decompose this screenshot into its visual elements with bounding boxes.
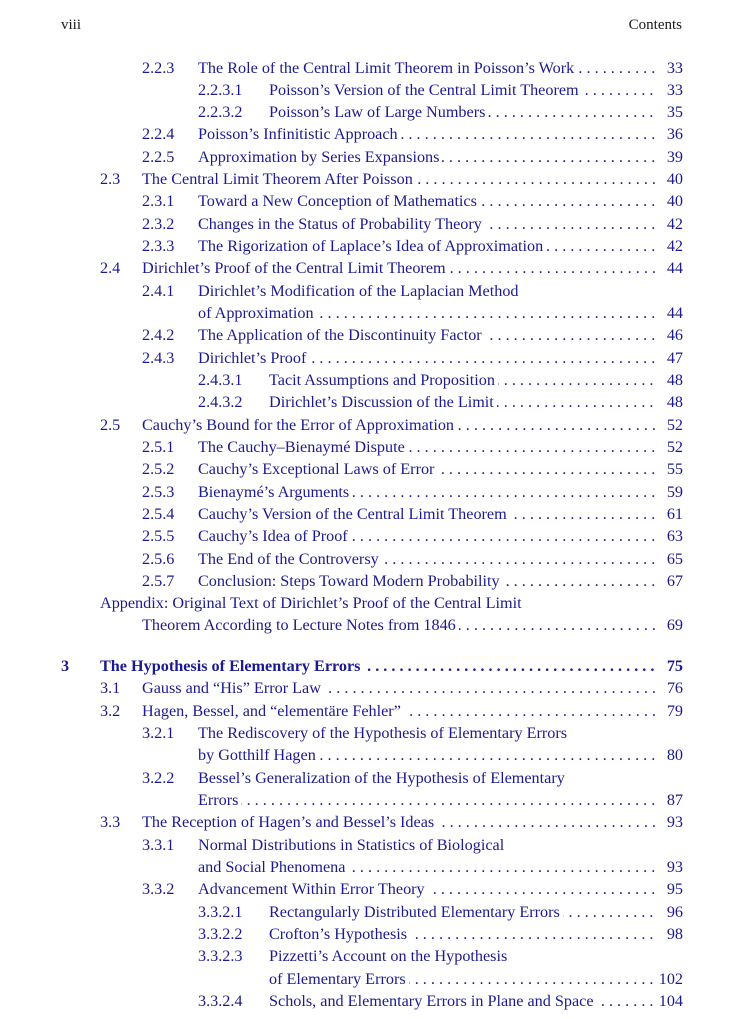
toc-page-number: 79 xyxy=(666,702,683,720)
toc-entry[interactable] xyxy=(0,789,731,811)
toc-section-number: 2.4.1 xyxy=(142,282,175,300)
toc-entry[interactable] xyxy=(0,414,731,436)
toc-entry[interactable] xyxy=(0,481,731,503)
toc-title: Appendix: Original Text of Dirichlet’s Proof of the Central Limit xyxy=(100,594,525,612)
toc-title: Normal Distributions in Statistics of Biological xyxy=(198,836,507,854)
toc-page-number: 55 xyxy=(666,460,683,478)
toc-page-number: 75 xyxy=(666,657,683,675)
toc-section-number: 2.5.5 xyxy=(142,527,175,545)
toc-entry[interactable] xyxy=(0,57,731,79)
toc-entry[interactable] xyxy=(0,324,731,346)
toc-title: Dirichlet’s Discussion of the Limit xyxy=(269,393,497,411)
toc-title: Theorem According to Lecture Notes from 1846 xyxy=(142,616,459,634)
toc-section-number: 3.3.2 xyxy=(142,880,175,898)
toc-page-number: 33 xyxy=(666,59,683,77)
toc-title: by Gotthilf Hagen xyxy=(198,746,319,764)
toc-title: The Role of the Central Limit Theorem in Poisson’s Work xyxy=(198,59,577,77)
toc-entry[interactable] xyxy=(0,369,731,391)
toc-entry[interactable] xyxy=(0,923,731,945)
toc-page-number: 59 xyxy=(666,483,683,501)
toc-title: Poisson’s Version of the Central Limit Theorem xyxy=(269,81,582,99)
toc-section-number: 2.2.3.2 xyxy=(198,103,243,121)
toc-section-number: 2.5.2 xyxy=(142,460,175,478)
toc-entry[interactable] xyxy=(0,722,731,744)
toc-page-number: 67 xyxy=(666,572,683,590)
toc-page-number: 52 xyxy=(666,416,683,434)
toc-entry[interactable] xyxy=(0,901,731,923)
toc-page-number: 42 xyxy=(666,215,683,233)
toc-entry[interactable] xyxy=(0,811,731,833)
toc-entry[interactable] xyxy=(0,548,731,570)
toc-title: Dirichlet’s Proof xyxy=(198,349,309,367)
toc-title: The Cauchy–Bienaymé Dispute xyxy=(198,438,408,456)
toc-entry[interactable] xyxy=(0,503,731,525)
toc-entry[interactable] xyxy=(0,592,731,614)
toc-title: Changes in the Status of Probability Theory xyxy=(198,215,485,233)
toc-title: Poisson’s Law of Large Numbers xyxy=(269,103,488,121)
toc-section-number: 2.5.3 xyxy=(142,483,175,501)
toc-page-number: 61 xyxy=(666,505,683,523)
toc-page-number: 63 xyxy=(666,527,683,545)
toc-section-number: 2.2.4 xyxy=(142,125,175,143)
toc-title: Schols, and Elementary Errors in Plane and Space xyxy=(269,992,597,1010)
toc-section-number: 2.3.3 xyxy=(142,237,175,255)
toc-page-number: 40 xyxy=(666,192,683,210)
toc-entry[interactable] xyxy=(0,856,731,878)
toc-section-number: 3.3.2.2 xyxy=(198,925,243,943)
toc-section-number: 3.1 xyxy=(100,679,121,697)
toc-title: Approximation by Series Expansions xyxy=(198,148,442,166)
toc-page-number: 36 xyxy=(666,125,683,143)
toc-section-number: 2.3.2 xyxy=(142,215,175,233)
toc-section-number: 2.3 xyxy=(100,170,121,188)
toc-page-number: 102 xyxy=(658,970,683,988)
toc-title: The End of the Controversy xyxy=(198,550,382,568)
toc-section-number: 2.2.5 xyxy=(142,148,175,166)
toc-section-number: 2.5.4 xyxy=(142,505,175,523)
toc-entry[interactable] xyxy=(0,878,731,900)
toc-section-number: 2.4 xyxy=(100,259,121,277)
toc-page-number: 93 xyxy=(666,813,683,831)
toc-title: of Elementary Errors xyxy=(269,970,409,988)
toc-page-number: 76 xyxy=(666,679,683,697)
toc-title: and Social Phenomena xyxy=(198,858,348,876)
toc-entry[interactable] xyxy=(0,391,731,413)
toc-entry[interactable] xyxy=(0,123,731,145)
toc-section-number: 2.5 xyxy=(100,416,121,434)
toc-title: Bienaymé’s Arguments xyxy=(198,483,352,501)
toc-page-number: 35 xyxy=(666,103,683,121)
toc-entry[interactable] xyxy=(0,146,731,168)
toc-title: Crofton’s Hypothesis xyxy=(269,925,410,943)
toc-section-number: 2.2.3.1 xyxy=(198,81,243,99)
toc-entry[interactable] xyxy=(0,280,731,302)
toc-page-number: 48 xyxy=(666,393,683,411)
toc-page-number: 96 xyxy=(666,903,683,921)
toc-entry[interactable] xyxy=(0,190,731,212)
toc-section-number: 3.3.2.1 xyxy=(198,903,243,921)
toc-entry[interactable] xyxy=(0,436,731,458)
toc-entry[interactable] xyxy=(0,700,731,722)
toc-entry[interactable] xyxy=(0,79,731,101)
toc-title: The Rigorization of Laplace’s Idea of Approximation xyxy=(198,237,546,255)
toc-section-number: 2.4.3 xyxy=(142,349,175,367)
toc-page-number: 52 xyxy=(666,438,683,456)
toc-page-number: 44 xyxy=(666,259,683,277)
toc-section-number: 2.5.7 xyxy=(142,572,175,590)
toc-title: Dirichlet’s Proof of the Central Limit Theorem xyxy=(142,259,449,277)
toc-page-number: 95 xyxy=(666,880,683,898)
toc-entry[interactable] xyxy=(0,767,731,789)
toc-page-number: 44 xyxy=(666,304,683,322)
toc-title: Cauchy’s Idea of Proof xyxy=(198,527,351,545)
toc-title: The Central Limit Theorem After Poisson xyxy=(142,170,416,188)
toc-title: Toward a New Conception of Mathematics xyxy=(198,192,480,210)
toc-section-number: 3.2 xyxy=(100,702,121,720)
page-number: viii xyxy=(61,17,82,33)
toc-title: of Approximation xyxy=(198,304,317,322)
toc-entry[interactable] xyxy=(0,302,731,324)
toc-page-number: 42 xyxy=(666,237,683,255)
toc-page-number: 48 xyxy=(666,371,683,389)
toc-entry[interactable] xyxy=(0,677,731,699)
toc-title: Errors xyxy=(198,791,241,809)
toc-page-number: 98 xyxy=(666,925,683,943)
toc-section-number: 2.3.1 xyxy=(142,192,175,210)
toc-section-number: 3.3 xyxy=(100,813,121,831)
toc-title: Conclusion: Steps Toward Modern Probability xyxy=(198,572,503,590)
toc-title: Bessel’s Generalization of the Hypothesis of Elementary xyxy=(198,769,568,787)
toc-page-number: 69 xyxy=(666,616,683,634)
toc-entry[interactable] xyxy=(0,347,731,369)
toc-section-number: 3.2.1 xyxy=(142,724,175,742)
toc-section-number: 3.3.2.3 xyxy=(198,947,243,965)
toc-section-number: 2.5.6 xyxy=(142,550,175,568)
toc-title: Pizzetti’s Account on the Hypothesis xyxy=(269,947,510,965)
toc-section-number: 2.4.2 xyxy=(142,326,175,344)
toc-section-number: 3.3.1 xyxy=(142,836,175,854)
toc-entry[interactable] xyxy=(0,834,731,856)
toc-title: The Rediscovery of the Hypothesis of Elementary Errors xyxy=(198,724,570,742)
toc-page-number: 46 xyxy=(666,326,683,344)
running-title: Contents xyxy=(628,17,682,33)
toc-title: Tacit Assumptions and Proposition xyxy=(269,371,498,389)
toc-entry[interactable] xyxy=(0,257,731,279)
toc-page-number: 80 xyxy=(666,746,683,764)
toc-page-number: 65 xyxy=(666,550,683,568)
toc-title: Cauchy’s Bound for the Error of Approximation xyxy=(142,416,457,434)
toc-title: Cauchy’s Exceptional Laws of Error xyxy=(198,460,437,478)
toc-entry[interactable] xyxy=(0,101,731,123)
toc-section-number: 2.4.3.1 xyxy=(198,371,243,389)
toc-title: Gauss and “His” Error Law xyxy=(142,679,324,697)
toc-title: Dirichlet’s Modification of the Laplacian Method xyxy=(198,282,522,300)
toc-entry[interactable] xyxy=(0,168,731,190)
toc-title: The Application of the Discontinuity Factor xyxy=(198,326,485,344)
toc-entry[interactable] xyxy=(0,968,731,990)
toc-page-number: 87 xyxy=(666,791,683,809)
toc-entry[interactable] xyxy=(0,614,731,636)
toc-entry[interactable] xyxy=(0,744,731,766)
toc-title: Cauchy’s Version of the Central Limit Theorem xyxy=(198,505,510,523)
toc-page-number: 40 xyxy=(666,170,683,188)
toc-entry[interactable] xyxy=(0,235,731,257)
toc-entry[interactable] xyxy=(0,945,731,967)
toc-page-number: 33 xyxy=(666,81,683,99)
toc-page-number: 39 xyxy=(666,148,683,166)
toc-section-number: 3 xyxy=(61,657,70,675)
toc-entry[interactable] xyxy=(0,525,731,547)
toc-page-number: 47 xyxy=(666,349,683,367)
toc-title: The Reception of Hagen’s and Bessel’s Ideas xyxy=(142,813,437,831)
toc-entry[interactable] xyxy=(0,570,731,592)
toc-title: Rectangularly Distributed Elementary Errors xyxy=(269,903,563,921)
toc-title: The Hypothesis of Elementary Errors xyxy=(100,657,363,675)
toc-entry[interactable] xyxy=(0,458,731,480)
toc-entry[interactable] xyxy=(0,213,731,235)
toc-entry[interactable] xyxy=(0,990,731,1012)
toc-title: Advancement Within Error Theory xyxy=(198,880,428,898)
toc-section-number: 2.5.1 xyxy=(142,438,175,456)
toc-entry[interactable] xyxy=(0,655,731,677)
toc-page-number: 93 xyxy=(666,858,683,876)
toc-section-number: 3.2.2 xyxy=(142,769,175,787)
toc-section-number: 2.4.3.2 xyxy=(198,393,243,411)
toc-page-number: 104 xyxy=(658,992,683,1010)
toc-title: Poisson’s Infinitistic Approach xyxy=(198,125,401,143)
toc-title: Hagen, Bessel, and “elementäre Fehler” xyxy=(142,702,404,720)
toc-section-number: 2.2.3 xyxy=(142,59,175,77)
toc-section-number: 3.3.2.4 xyxy=(198,992,243,1010)
